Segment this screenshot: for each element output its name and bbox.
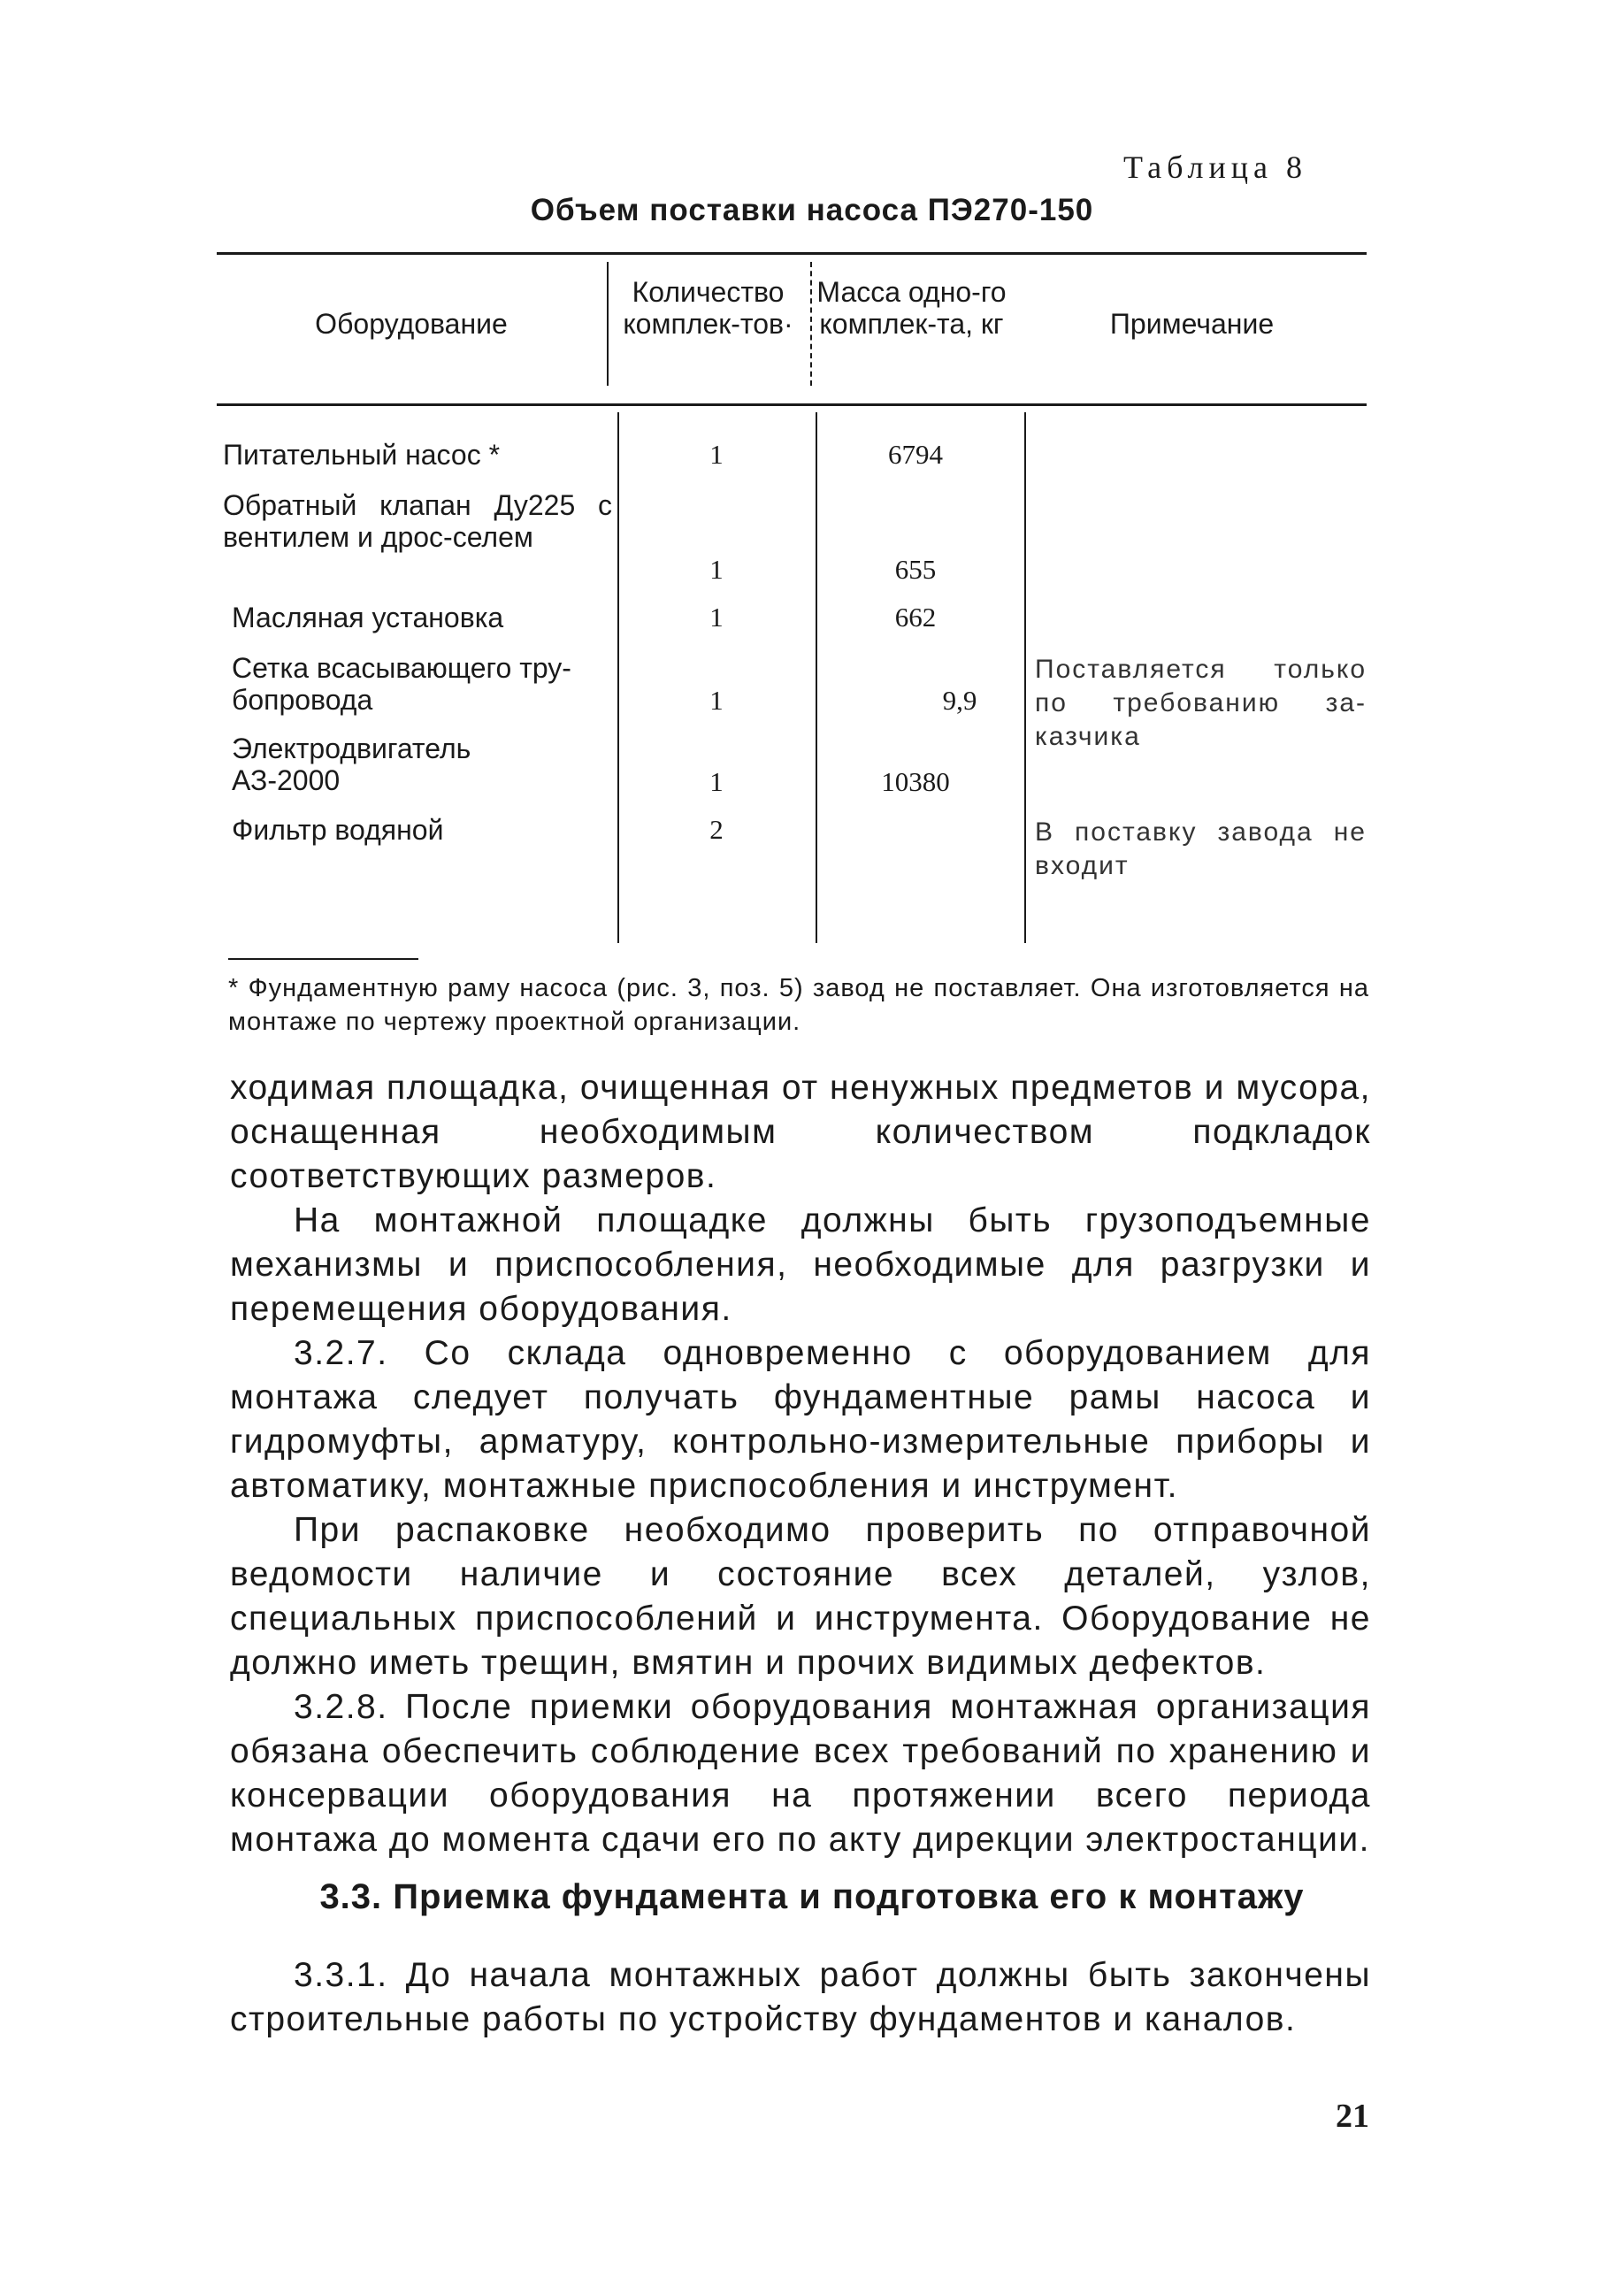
note-on-request: Поставляется только по требованию за-казчика <box>1035 655 1367 751</box>
section-body <box>230 1953 1371 2042</box>
paragraph: 3.2.8. После приемки оборудования монтажная организация обязана обеспечить соблюдение всех требований по хранению и консервации оборудования на протяжении всего периода монтажа до момента сдачи его по акту дирекции электростанции. <box>230 1688 1371 1859</box>
table-top-rule <box>217 252 1367 255</box>
row-mass-4: 9,9 <box>942 685 977 716</box>
page-number: 21 <box>1336 2098 1369 2135</box>
table-title: Объем поставки насоса ПЭ270-150 <box>530 193 1094 227</box>
row-mass-5: 10380 <box>881 766 950 797</box>
row-qty-1: 1 <box>709 439 724 470</box>
header-divider-2 <box>810 262 812 386</box>
row-mass-1: 6794 <box>888 439 943 470</box>
table-footnote: * Фундаментную раму насоса (рис. 3, поз. 5) завод не поставляет. Она изготовляется на монтаже по чертежу проектной организации. <box>228 974 1369 1036</box>
footnote-rule <box>228 958 418 960</box>
row-qty-3: 1 <box>709 602 724 633</box>
row-name-5: Электродвигатель АЗ-2000 <box>232 733 471 796</box>
header-note: Примечание <box>1109 308 1275 340</box>
row-qty-5: 1 <box>709 766 724 797</box>
header-mass: Масса одно-го комплек-та, кг <box>816 276 1007 340</box>
table-number-label: Таблица 8 <box>1123 150 1307 185</box>
row-mass-2: 655 <box>894 554 937 585</box>
row-name-1: Питательный насос * <box>223 439 501 471</box>
header-equipment: Оборудование <box>315 308 508 340</box>
row-qty-2: 1 <box>709 554 724 585</box>
paragraph: ходимая площадка, очищенная от ненужных предметов и мусора, оснащенная необходимым количеством подкладок соответствующих размеров. <box>230 1069 1371 1195</box>
table-header-rule <box>217 403 1367 406</box>
paragraph: 3.3.1. До начала монтажных работ должны быть закончены строительные работы по устройству фундаментов и каналов. <box>230 1956 1371 2038</box>
paragraph: При распаковке необходимо проверить по отправочной ведомости наличие и состояние всех деталей, узлов, специальных приспособлений и инструмента. Оборудование не должно иметь трещин, вмятин и прочих видимых дефектов. <box>230 1511 1371 1682</box>
paragraph: 3.2.7. Со склада одновременно с оборудованием для монтажа следует получать фундаментные рамы насоса и гидромуфты, арматуру, контрольно-измерительные приборы и автоматику, монтажные приспособления и инструмент. <box>230 1334 1371 1505</box>
header-quantity: Количество комплек-тов· <box>623 276 793 340</box>
row-name-2: Обратный клапан Ду225 с вентилем и дрос-селем <box>223 489 612 553</box>
row-name-6: Фильтр водяной <box>232 814 444 846</box>
column-divider-3 <box>1024 412 1026 943</box>
row-mass-3: 662 <box>894 602 937 633</box>
row-qty-6: 2 <box>709 814 724 845</box>
column-divider-1 <box>617 412 619 943</box>
header-divider-1 <box>607 262 609 386</box>
row-name-3: Масляная установка <box>232 602 504 633</box>
column-divider-2 <box>816 412 817 943</box>
section-heading: 3.3. Приемка фундамента и подготовка его к монтажу <box>319 1877 1305 1916</box>
row-qty-4: 1 <box>709 685 724 716</box>
paragraph: На монтажной площадке должны быть грузоподъемные механизмы и приспособления, необходимые для разгрузки и перемещения оборудования. <box>230 1201 1371 1328</box>
body-text <box>230 1066 1371 1862</box>
row-name-4: Сетка всасывающего тру-бопровода <box>232 652 571 716</box>
note-not-supplied: В поставку завода не входит <box>1035 817 1367 880</box>
